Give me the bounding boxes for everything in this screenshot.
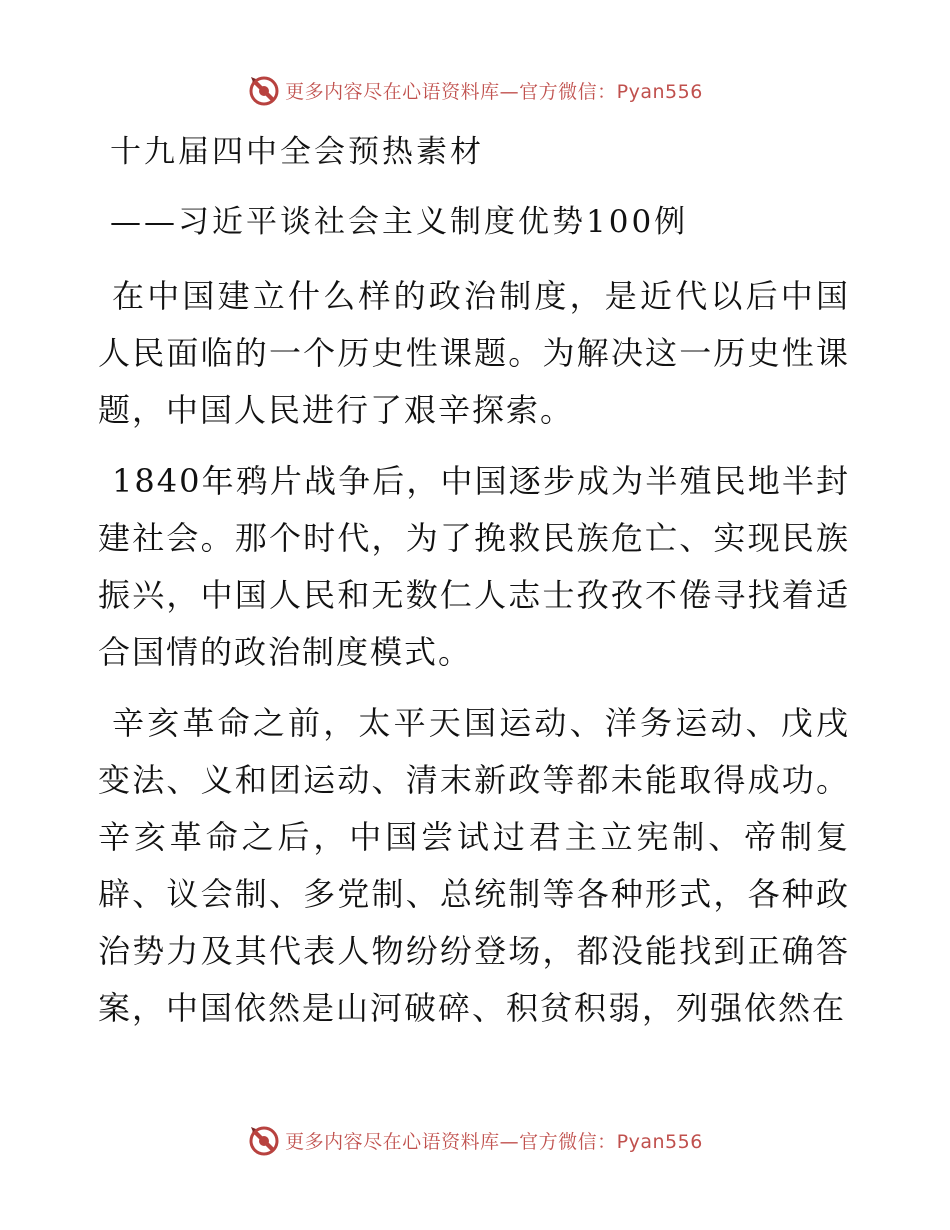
body-paragraph-1: 在中国建立什么样的政治制度，是近代以后中国人民面临的一个历史性课题。为解决这一历史性课题，中国人民进行了艰辛探索。: [98, 277, 850, 429]
footer-banner-text: 更多内容尽在心语资料库—官方微信：Pyan556: [285, 1130, 703, 1153]
pen-logo-icon: [247, 1123, 281, 1157]
header-banner-text: 更多内容尽在心语资料库—官方微信：Pyan556: [285, 80, 703, 103]
pen-logo-icon: [247, 73, 281, 107]
body-paragraph-3: 辛亥革命之前，太平天国运动、洋务运动、戊戌变法、义和团运动、清末新政等都未能取得成功。辛亥革命之后，中国尝试过君主立宪制、帝制复辟、议会制、多党制、总统制等各种形式，各种政治势力及其代表人物纷纷登场，都没能找到正确答案，中国依然是山河破碎、积贫积弱，列强依然在: [98, 704, 850, 1027]
document-title: 十九届四中全会预热素材: [110, 134, 484, 170]
body-paragraph-2: 1840年鸦片战争后，中国逐步成为半殖民地半封建社会。那个时代，为了挽救民族危亡、实现民族振兴，中国人民和无数仁人志士孜孜不倦寻找着适合国情的政治制度模式。: [98, 462, 850, 671]
document-body: [98, 268, 850, 1051]
header-banner: [0, 70, 950, 110]
footer-banner: [0, 1120, 950, 1160]
document-subtitle: ——习近平谈社会主义制度优势100例: [110, 204, 689, 240]
